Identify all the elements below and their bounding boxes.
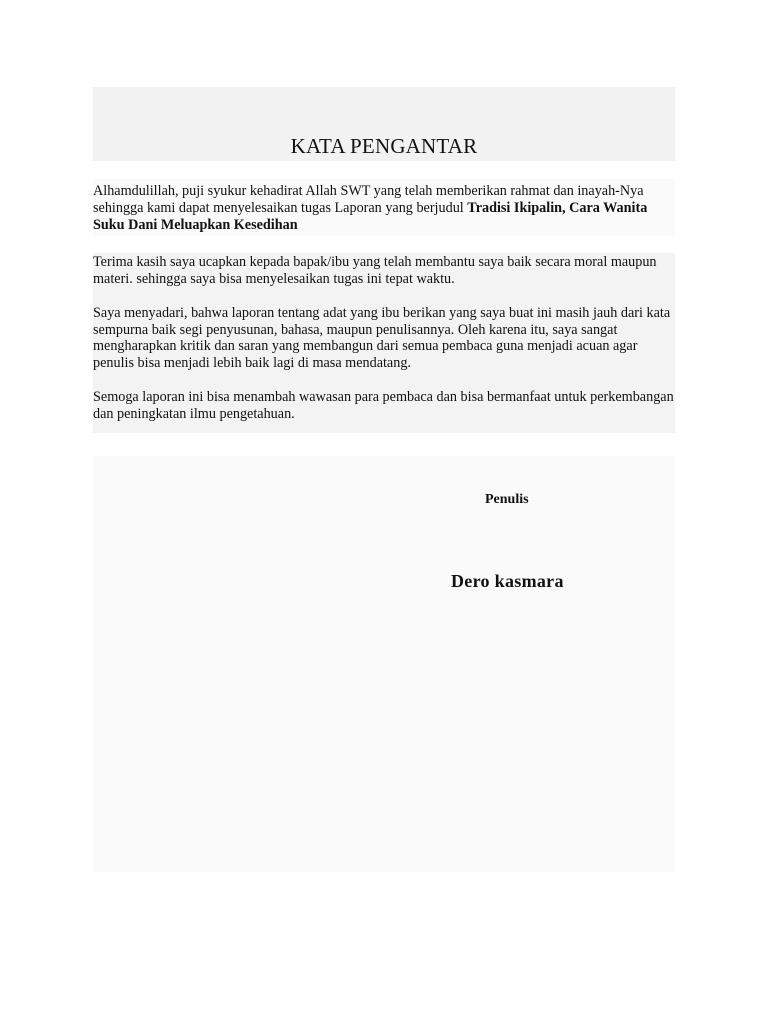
author-name: Dero kasmara <box>451 571 564 591</box>
page-title: KATA PENGANTAR <box>290 134 478 158</box>
paragraph-acknowledgement: Saya menyadari, bahwa laporan tentang adat yang ibu berikan yang saya buat ini masih jauh dari kata sempurna baik segi penyusunan, bahasa, maupun penulisannya. Oleh karena itu, saya sangat mengharapkan kritik dan saran yang membangun dari semua pembaca guna menjadi acuan agar penulis bisa menjadi lebih baik lagi di masa mendatang. <box>93 305 671 371</box>
intro-paragraph <box>93 179 675 236</box>
intro-text: Alhamdulillah, puji syukur kehadirat Allah SWT yang telah memberikan rahmat dan inayah-Nya sehingga kami dapat menyelesaikan tugas Laporan yang berjudul <box>93 183 644 216</box>
author-role: Penulis <box>485 492 529 507</box>
paragraph-thanks: Terima kasih saya ucapkan kepada bapak/ibu yang telah membantu saya baik secara moral maupun materi. sehingga saya bisa menyelesaikan tugas ini tepat waktu. <box>93 254 657 287</box>
report-title: Tradisi Ikipalin, Cara Wanita Suku Dani Meluapkan Kesedihan <box>93 200 648 233</box>
title-section <box>93 87 675 161</box>
body-section <box>93 253 675 433</box>
signature-section <box>93 456 675 872</box>
paragraph-closing: Semoga laporan ini bisa menambah wawasan para pembaca dan bisa bermanfaat untuk perkembangan dan peningkatan ilmu pengetahuan. <box>93 389 674 422</box>
